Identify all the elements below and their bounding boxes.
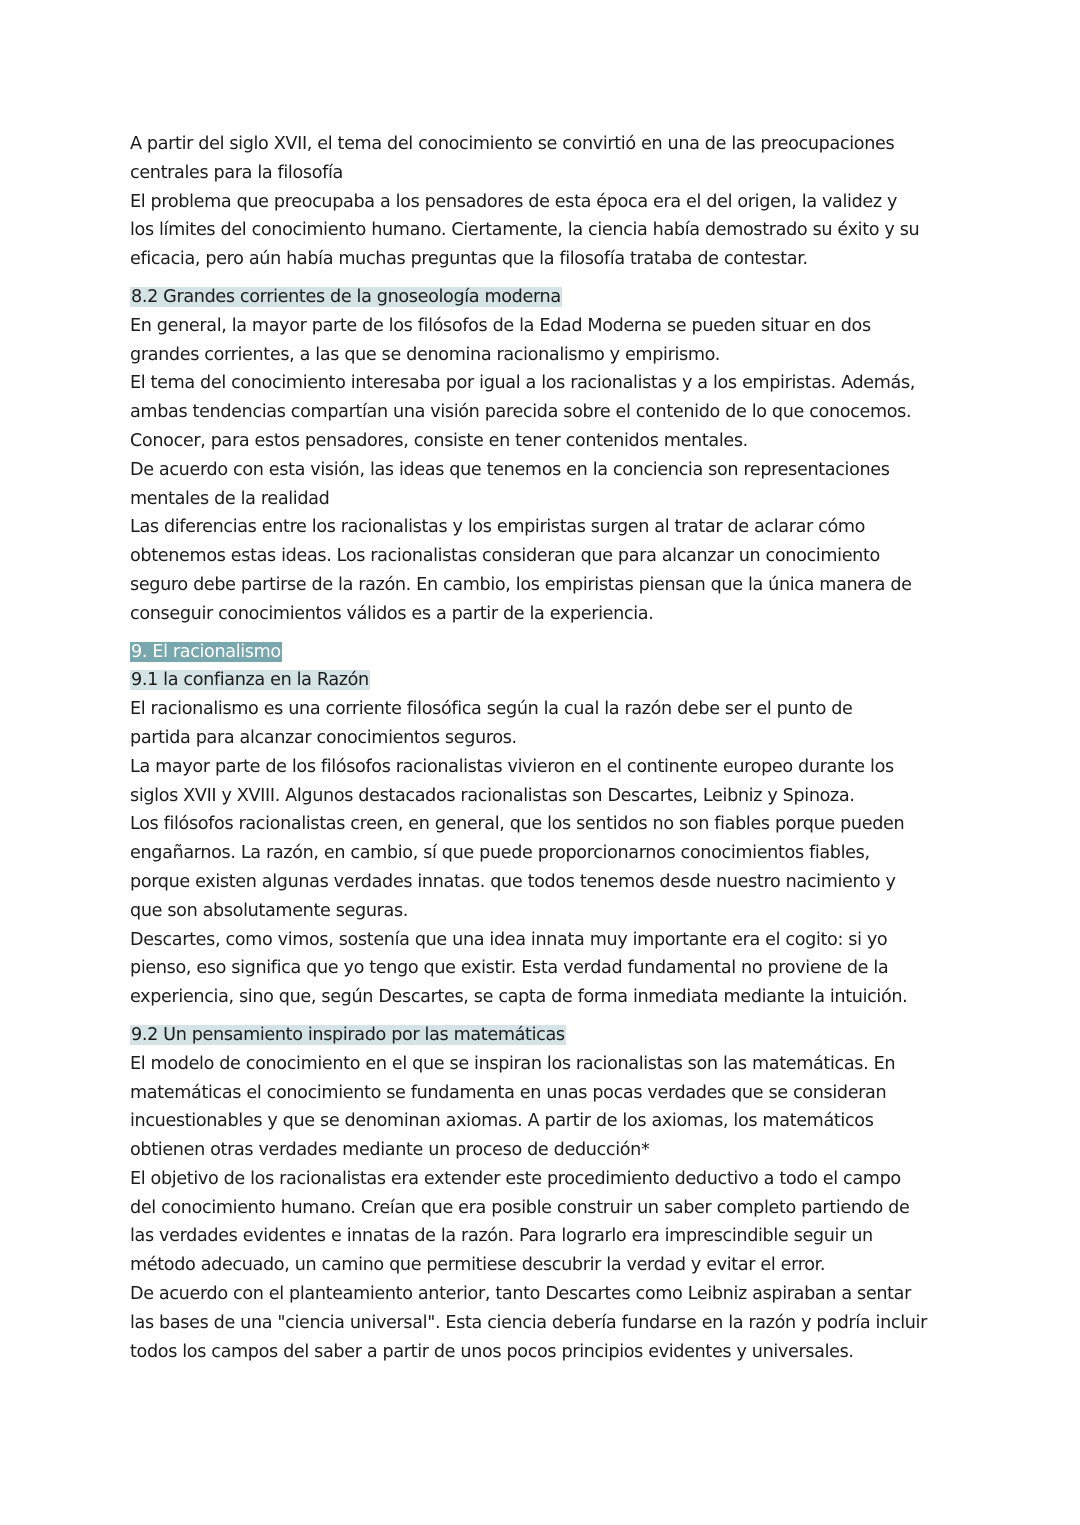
paragraph	[130, 810, 960, 925]
text-line: las bases de una "ciencia universal". Esta ciencia debería fundarse en la razón y podría incluir	[130, 1312, 927, 1333]
paragraph	[130, 695, 960, 753]
document-content	[130, 130, 960, 1366]
text-line: El problema que preocupaba a los pensadores de esta época era el del origen, la validez y	[130, 191, 898, 212]
text-line: A partir del siglo XVII, el tema del conocimiento se convirtió en una de las preocupaciones	[130, 134, 895, 154]
text-line: partida para alcanzar conocimientos seguros.	[130, 727, 517, 748]
paragraph	[130, 1280, 960, 1366]
paragraph	[130, 513, 960, 628]
text-line: incuestionables y que se denominan axiomas. A partir de los axiomas, los matemáticos	[130, 1111, 874, 1132]
text-line: El racionalismo es una corriente filosófica según la cual la razón debe ser el punto de	[130, 699, 853, 720]
text-line: El modelo de conocimiento en el que se inspiran los racionalistas son las matemáticas. En	[130, 1053, 896, 1074]
heading-text: 9.2 Un pensamiento inspirado por las matemáticas	[131, 1024, 565, 1045]
text-line: ambas tendencias compartían una visión parecida sobre el contenido de lo que conocemos.	[130, 402, 912, 423]
paragraph	[130, 188, 960, 274]
paragraph	[130, 312, 960, 370]
paragraph	[130, 369, 960, 455]
text-line: centrales para la filosofía	[130, 162, 343, 183]
heading-text: 9. El racionalismo	[131, 641, 281, 662]
text-line: El objetivo de los racionalistas era extender este procedimiento deductivo a todo el campo	[130, 1168, 901, 1189]
text-line: De acuerdo con el planteamiento anterior, tanto Descartes como Leibniz aspiraban a sentar	[130, 1284, 911, 1305]
paragraph	[130, 456, 960, 514]
text-line: método adecuado, un camino que permitiese descubrir la verdad y evitar el error.	[130, 1255, 826, 1276]
text-line: todos los campos del saber a partir de unos pocos principios evidentes y universales.	[130, 1341, 854, 1362]
text-line: eficacia, pero aún había muchas preguntas que la filosofía trataba de contestar.	[130, 249, 808, 270]
text-line: grandes corrientes, a las que se denomina racionalismo y empirismo.	[130, 344, 720, 365]
text-line: La mayor parte de los filósofos racionalistas vivieron en el continente europeo durante los	[130, 756, 894, 777]
subsection-heading	[130, 283, 960, 312]
text-line: obtenemos estas ideas. Los racionalistas consideran que para alcanzar un conocimiento	[130, 546, 880, 567]
text-line: obtienen otras verdades mediante un proceso de deducción*	[130, 1140, 650, 1161]
text-line: experiencia, sino que, según Descartes, se capta de forma inmediata mediante la intuición.	[130, 987, 908, 1008]
text-line: siglos XVII y XVIII. Algunos destacados racionalistas son Descartes, Leibniz y Spinoza.	[130, 785, 855, 806]
paragraph	[130, 130, 960, 188]
subsection-heading	[130, 666, 960, 695]
text-line: En general, la mayor parte de los filósofos de la Edad Moderna se pueden situar en dos	[130, 315, 871, 336]
text-line: El tema del conocimiento interesaba por igual a los racionalistas y a los empiristas. Además,	[130, 373, 916, 394]
text-line: los límites del conocimiento humano. Ciertamente, la ciencia había demostrado su éxito y su	[130, 220, 920, 241]
text-line: del conocimiento humano. Creían que era posible construir un saber completo partiendo de	[130, 1197, 910, 1218]
text-line: las verdades evidentes e innatas de la razón. Para lograrlo era imprescindible seguir un	[130, 1226, 873, 1247]
text-line: conseguir conocimientos válidos es a partir de la experiencia.	[130, 603, 654, 624]
text-line: Conocer, para estos pensadores, consiste en tener contenidos mentales.	[130, 430, 748, 451]
paragraph	[130, 753, 960, 811]
heading-text: 9.1 la confianza en la Razón	[131, 670, 369, 691]
text-line: matemáticas el conocimiento se fundamenta en unas pocas verdades que se consideran	[130, 1082, 887, 1103]
heading-text: 8.2 Grandes corrientes de la gnoseología moderna	[131, 286, 561, 307]
text-line: mentales de la realidad	[130, 488, 330, 509]
text-line: seguro debe partirse de la razón. En cambio, los empiristas piensan que la única manera de	[130, 574, 912, 595]
text-line: porque existen algunas verdades innatas. que todos tenemos desde nuestro nacimiento y	[130, 871, 896, 892]
text-line: Los filósofos racionalistas creen, en general, que los sentidos no son fiables porque pueden	[130, 814, 905, 835]
text-line: Las diferencias entre los racionalistas y los empiristas surgen al tratar de aclarar cómo	[130, 517, 866, 538]
text-line: pienso, eso significa que yo tengo que existir. Esta verdad fundamental no proviene de la	[130, 958, 889, 979]
paragraph	[130, 1050, 960, 1165]
text-line: Descartes, como vimos, sostenía que una idea innata muy importante era el cogito: si yo	[130, 929, 888, 950]
paragraph	[130, 1165, 960, 1280]
text-line: que son absolutamente seguras.	[130, 900, 409, 921]
text-line: engañarnos. La razón, en cambio, sí que puede proporcionarnos conocimientos fiables,	[130, 843, 870, 864]
text-line: De acuerdo con esta visión, las ideas que tenemos en la conciencia son representaciones	[130, 459, 890, 480]
subsection-heading	[130, 1021, 960, 1050]
section-heading	[130, 638, 960, 667]
paragraph	[130, 926, 960, 1012]
